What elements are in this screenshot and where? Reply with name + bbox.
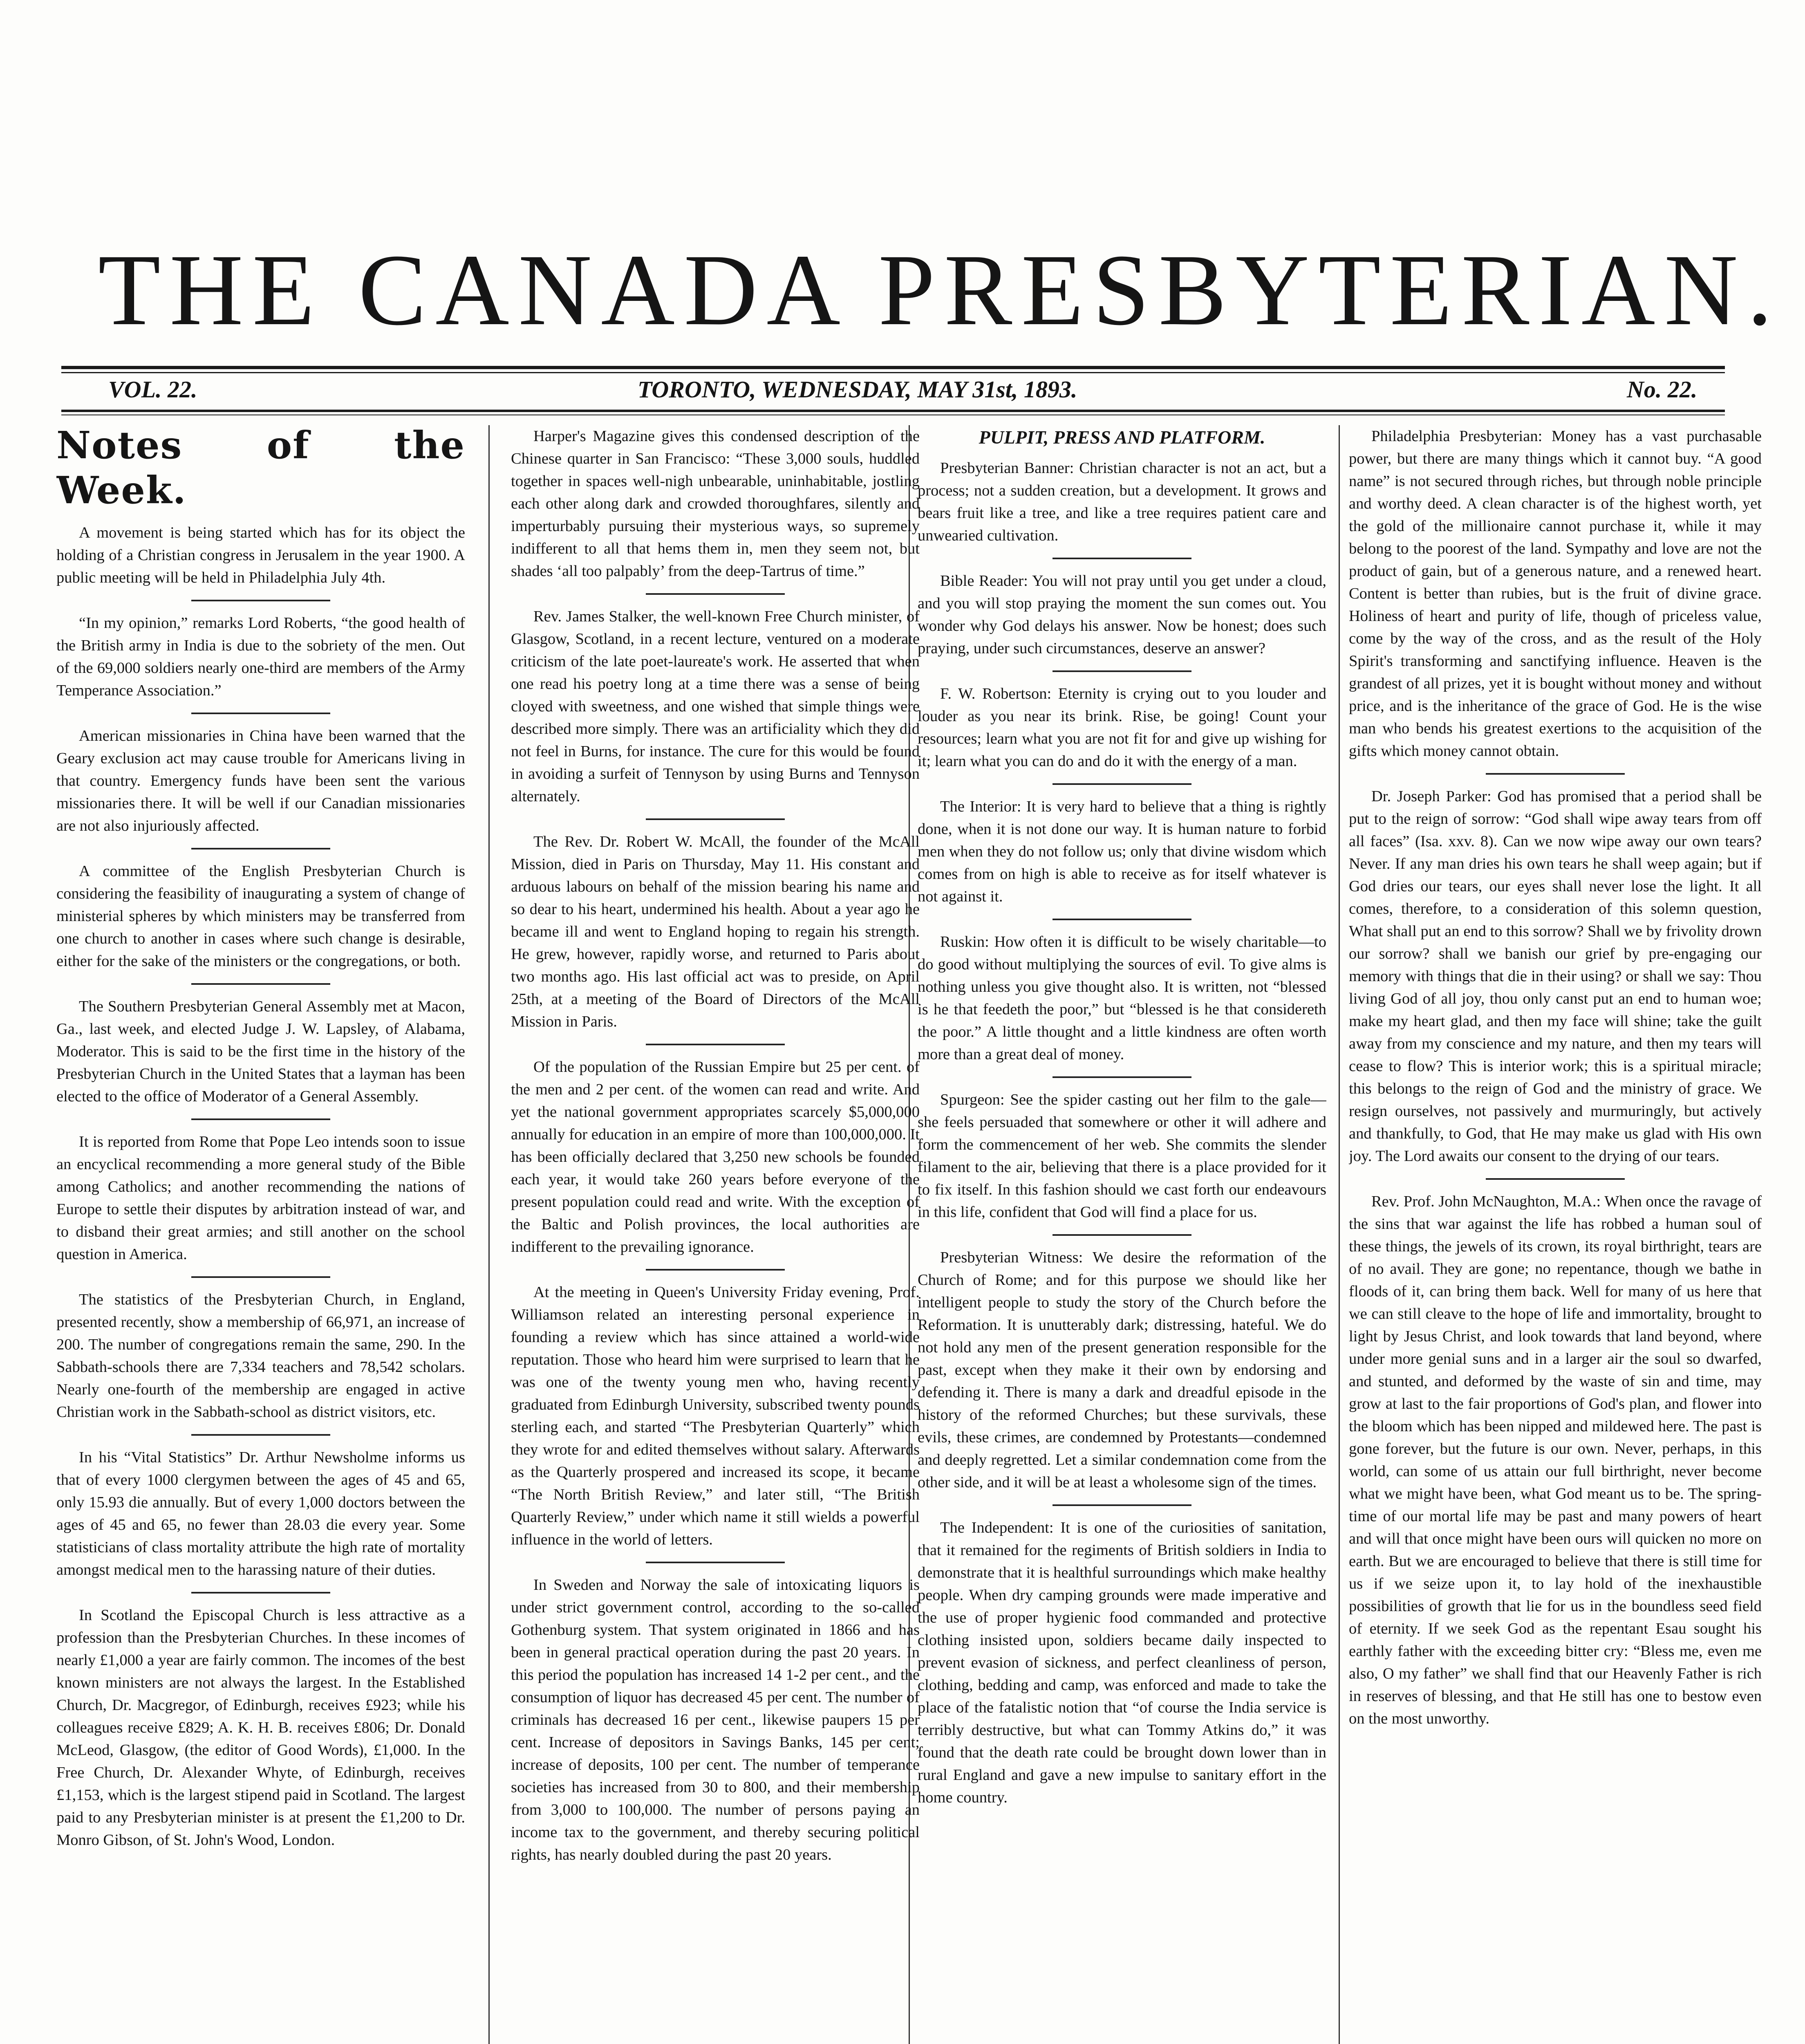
quote-paragraph: Bible Reader: You will not pray until you get under a cloud, and you will stop praying the moment the sun comes out. You wonder why God delays his answer. Now be honest; does such praying, under such circumstances, deserve an answer?: [918, 572, 1326, 657]
dateline: TORONTO, WEDNESDAY, MAY 31st, 1893.: [638, 376, 1077, 403]
news-paragraph: At the meeting in Queen's University Friday evening, Prof. Williamson related an interesting personal experience in founding a review which has since attained a world-wide reputation. Those who heard him were surprised to learn that he was one of the twenty young men who, having recently graduated from Edinburgh University, subscribed twenty pounds sterling each, and started “The Presbyterian Quarterly” which they wrote for and edited themselves without salary. Afterwards as the Quarterly prospered and increased its scope, it became “The North British Review,” and later still, “The British Quarterly Review,” under which name it still wields a powerful influence in the world of letters.: [511, 1284, 920, 1548]
news-paragraph: Harper's Magazine gives this condensed description of the Chinese quarter in San Francisco: “These 3,000 souls, huddled together in spaces well-nigh unbearable, uninhabitable, jostling each other along dark and crowded thoroughfares, silently and imperturbably pursuing their mysterious ways, so supremely indifferent to all that hems them in, men they seem not, but shades ‘all too palpably’ from the deep-Tartrus of time.”: [511, 428, 920, 580]
news-paragraph: It is reported from Rome that Pope Leo intends soon to issue an encyclical recommending a more general study of the Bible among Catholics; and another recommending the nations of Europe to settle their disputes by arbitration instead of war, and to disband their great armies; and still another on the school question in America.: [56, 1133, 465, 1263]
quote-paragraph: Rev. Prof. John McNaughton, M.A.: When once the ravage of the sins that war against the life has robbed a human soul of these things, the jewels of its crown, its royal birthright, tears are of no avail. They are gone; no repentance, though we bathe in floods of it, can bring them back. Well for many of us here that we can still cleave to the hope of life and immortality, brought to light by Jesus Christ, and look towards that land beyond, where under more genial suns and in a larger air the soul so dwarfed, and stunted, and deformed by the waste of sin and time, may grow at last to the fair proportions of God's plan, and flower into the bloom which has been nipped and mildewed here. The past is gone forever, but the future is our own. Never, perhaps, in this world, can some of us attain our full birthright, never become what we might have been, what God meant us to be. The spring-time of our mortal life may be past and many powers of heart and will that once might have been ours will quicken no more on earth. But we are encouraged to believe that there is still time for us if we seize upon it, to lay hold of the inexhaustible possibilities of growth that lie for us in the boundless seed field of eternity. If we seek God as the repentant Esau sought his earthly father with the exceeding bitter cry: “Bless me, even me also, O my father” we shall find that our Heavenly Father is rich in reserves of blessing, and that He still has one to bestow even on the most unworthy.: [1349, 1193, 1762, 1727]
column-separator: [1339, 425, 1340, 2044]
item-divider: [191, 1118, 330, 1120]
item-divider: [1053, 558, 1191, 559]
news-paragraph: American missionaries in China have been warned that the Geary exclusion act may cause trouble for Americans living in that country. Emergency funds have been sent the various missionaries there. It will be well if our Canadian missionaries are not also injuriously affected.: [56, 727, 465, 834]
item-divider: [646, 1562, 785, 1563]
quote-paragraph: Ruskin: How often it is difficult to be wisely charitable—to do good without multiplying the sources of evil. To give alms is nothing unless you give thought also. It is written, not “blessed is he that feedeth the poor,” but “blessed is he that considereth the poor.” A little thought and a little kindness are often worth more than a great deal of money.: [918, 933, 1326, 1063]
item-divider: [1053, 1504, 1191, 1506]
news-paragraph: The statistics of the Presbyterian Church, in England, presented recently, show a membership of 66,971, an increase of 200. The number of congregations remain the same, 290. In the Sabbath-schools there are 7,334 teachers and 78,542 scholars. Nearly one-fourth of the membership are engaged in active Christian work in the Sabbath-school as district visitors, etc.: [56, 1291, 465, 1421]
item-divider: [646, 818, 785, 820]
news-paragraph: Of the population of the Russian Empire but 25 per cent. of the men and 2 per cent. of the women can read and write. And yet the national government appropriates scarcely $5,000,000 annually for education in an empire of more than 100,000,000. It has been officially declared that 3,250 new schools be founded each year, it would take 260 years before everyone of the present population could read and write. With the exception of the Baltic and Polish provinces, the local authorities are indifferent to the prevailing ignorance.: [511, 1058, 920, 1255]
quote-paragraph: The Interior: It is very hard to believe that a thing is rightly done, when it is not done our way. It is human nature to forbid men when they do not follow us; only that divine wisdom which comes from on high is able to receive as for itself whatever is not against it.: [918, 798, 1326, 905]
section-heading: Notes of the Week.: [56, 425, 465, 512]
column-four: [1349, 425, 1762, 2044]
newspaper-masthead: THE CANADA PRESBYTERIAN.: [98, 233, 1782, 347]
item-divider: [1053, 670, 1191, 672]
quote-paragraph: Dr. Joseph Parker: God has promised that a period shall be put to the reign of sorrow: “God shall wipe away tears from off all faces” (Isa. xxv. 8). Can we now wipe away our own tears? Never. If any man dries his own tears he shall weep again; but if God dries our tears, our eyes shall never lose the light. It all comes, therefore, to a consideration of this solemn question, What shall put an end to this sorrow? Shall we by frivolity drown our sorrow? shall we banish our grief by pre-engaging our memory with things that die in their using? or shall we say: Thou living God of all joy, thou only canst put an end to human woe; make my heart glad, and then my face will shine; take the guilt away from my conscience and my nature, and then my tears will cease to flow? This is interior work; this is a spiritual miracle; this belongs to the reign of God and the ministry of grace. We resign ourselves, not passively and murmuringly, but actively and thankfully, to God, that He may make us glad with His own joy. The Lord awaits our consent to the drying of our tears.: [1349, 788, 1762, 1165]
item-divider: [191, 1592, 330, 1594]
item-divider: [191, 1276, 330, 1278]
news-paragraph: In Sweden and Norway the sale of intoxicating liquors is under strict government control, according to the so-called Gothenburg system. That system originated in 1866 and has been in general practical operation during the past 20 years. In this period the population has increased 14 1-2 per cent., and the consumption of liquor has decreased 45 per cent. The number of criminals has decreased 16 per cent., likewise paupers 15 per cent. Increase of depositors in Savings Banks, 145 per cent; increase of deposits, 100 per cent. The number of temperance societies has increased from 30 to 800, and their membership from 3,000 to 100,000. The number of persons paying an income tax to the government, and thereby securing political rights, has nearly doubled during the past 20 years.: [511, 1576, 920, 1863]
item-divider: [1486, 773, 1625, 775]
quote-paragraph: Spurgeon: See the spider casting out her film to the gale—she feels persuaded that somewhere or other it will adhere and form the commencement of her web. She commits the slender filament to the air, believing that there is a place provided for it to fix itself. In this fashion should we cast forth our endeavours in this life, confident that God will find a place for us.: [918, 1091, 1326, 1221]
quote-paragraph: Philadelphia Presbyterian: Money has a vast purchasable power, but there are many things which it cannot buy. “A good name” is not secured through riches, but through noble principle and worthy deed. A clean character is of the highest worth, yet the gold of the millionaire cannot purchase it, while it may belong to the poorest of the land. Sympathy and love are not the product of gain, but of a generous nature, and a renewed heart. Content is better than rubies, but is the fruit of divine grace. Holiness of heart and purity of life, though of priceless value, come by the way of the cross, and as the result of the Holy Spirit's transforming and sanctifying influence. Heaven is the grandest of all prizes, yet it is bought without money and without price, and is the inheritance of the grace of God. He is the wise man who bends his greatest exertions to the acquisition of the gifts which money cannot obtain.: [1349, 428, 1762, 760]
dateline-rule: [61, 410, 1725, 412]
item-divider: [1053, 1234, 1191, 1236]
item-divider: [1053, 783, 1191, 785]
item-divider: [191, 600, 330, 601]
quote-paragraph: Presbyterian Witness: We desire the reformation of the Church of Rome; and for this purpose we should like her intelligent people to study the story of the Church before the Reformation. It is unutterably dark; distressing, hateful. We do not hold any men of the present generation responsible for the past, except when they make it their own by endorsing and defending it. There is many a dark and dreadful episode in the history of the reformed Churches; but these survivals, these evils, these crimes, are condemned by Protestants—condemned and deeply regretted. Let a similar condemnation come from the other side, and it will be at least a wholesome sign of the times.: [918, 1249, 1326, 1491]
item-divider: [191, 848, 330, 849]
news-paragraph: “In my opinion,” remarks Lord Roberts, “the good health of the British army in India is due to the sobriety of the men. Out of the 69,000 soldiers nearly one-third are members of the Army Temperance Association.”: [56, 614, 465, 699]
news-paragraph: A movement is being started which has for its object the holding of a Christian congress in Jerusalem in the year 1900. A public meeting will be held in Philadelphia July 4th.: [56, 524, 465, 586]
column-separator: [488, 425, 490, 2044]
news-paragraph: In Scotland the Episcopal Church is less attractive as a profession than the Presbyterian Churches. In these incomes of nearly £1,000 a year are fairly common. The incomes of the best known ministers are not always the largest. In the Established Church, Dr. Macgregor, of Edinburgh, receives £923; while his colleagues receive £829; A. K. H. B. receives £806; Dr. Donald McLeod, Glasgow, (the editor of Good Words), £1,000. In the Free Church, Dr. Alexander Whyte, of Edinburgh, receives £1,153, which is the largest stipend paid in Scotland. The largest paid to any Presbyterian minister is at present the £1,200 to Dr. Monro Gibson, of St. John's Wood, London.: [56, 1607, 465, 1849]
column-notes-of-the-week: [56, 425, 465, 2044]
item-divider: [191, 713, 330, 714]
item-divider: [191, 983, 330, 985]
volume-number: VOL. 22.: [108, 376, 197, 403]
masthead-rule-top-thin: [61, 372, 1725, 373]
column-two: [511, 425, 920, 2044]
section-heading: PULPIT, PRESS AND PLATFORM.: [979, 427, 1265, 448]
news-paragraph: The Rev. Dr. Robert W. McAll, the founder of the McAll Mission, died in Paris on Thursday, May 11. His constant and arduous labours on behalf of the mission bearing his name and so dear to his heart, undermined his health. About a year ago he became ill and went to England hoping to regain his strength. He grew, however, rapidly worse, and returned to Paris about two months ago. His last official act was to preside, on April 25th, at a meeting of the Board of Directors of the McAll Mission in Paris.: [511, 833, 920, 1030]
news-paragraph: Rev. James Stalker, the well-known Free Church minister, of Glasgow, Scotland, in a recent lecture, ventured on a moderate criticism of the late poet-laureate's work. He asserted that when one read his poetry long at a time there was a sense of being cloyed with sweetness, and one wished that simple things were described more simply. There was an artificiality which they did not feel in Burns, for instance. The cure for this would be found in avoiding a surfeit of Tennyson by using Burns and Tennyson alternately.: [511, 608, 920, 805]
item-divider: [646, 1044, 785, 1045]
item-divider: [1053, 1076, 1191, 1078]
item-divider: [646, 1269, 785, 1271]
item-divider: [191, 1434, 330, 1436]
quote-paragraph: F. W. Robertson: Eternity is crying out to you louder and louder as you near its brink. Rise, be going! Count your resources; learn what you are not fit for and give up wishing for it; learn what you can do and do it with the energy of a man.: [918, 685, 1326, 770]
item-divider: [646, 593, 785, 595]
column-pulpit-press-platform: [918, 425, 1326, 2044]
news-paragraph: The Southern Presbyterian General Assembly met at Macon, Ga., last week, and elected Judge J. W. Lapsley, of Alabama, Moderator. This is said to be the first time in the history of the Presbyterian Church in the United States that a layman has been elected to the office of Moderator of a General Assembly.: [56, 998, 465, 1105]
item-divider: [1486, 1178, 1625, 1180]
issue-number: No. 22.: [1627, 376, 1698, 403]
masthead-rule-top: [61, 366, 1725, 369]
quote-paragraph: The Independent: It is one of the curiosities of sanitation, that it remained for the regiments of British soldiers in India to demonstrate that it is healthful surroundings which make healthy people. When dry camping grounds were made imperative and the use of proper hygienic food commanded and protective clothing insisted upon, soldiers became daily inspected to prevent evasion of sickness, and perfect cleanliness of person, clothing, bedding and camp, was enforced and made to take the place of the fatalistic notion that “of course the India service is terribly destructive, but what can Tommy Atkins do,” it was found that the death rate could be brought down lower than in rural England and gave a new impulse to sanitary effort in the home country.: [918, 1519, 1326, 1806]
quote-paragraph: Presbyterian Banner: Christian character is not an act, but a process; not a sudden creation, but a development. It grows and bears fruit like a tree, and like a tree requires patient care and unwearied cultivation.: [918, 459, 1326, 544]
item-divider: [1053, 919, 1191, 920]
news-paragraph: In his “Vital Statistics” Dr. Arthur Newsholme informs us that of every 1000 clergymen between the ages of 45 and 65, only 15.93 die annually. But of every 1,000 doctors between the ages of 45 and 65, no fewer than 28.03 die every year. Some statisticians of class mortality attribute the high rate of mortality amongst medical men to the harassing nature of their duties.: [56, 1449, 465, 1578]
news-paragraph: A committee of the English Presbyterian Church is considering the feasibility of inaugurating a system of change of ministerial spheres by which ministers may be transferred from one church to another in cases where such change is desirable, either for the sake of the ministers or the congregations, or both.: [56, 863, 465, 970]
